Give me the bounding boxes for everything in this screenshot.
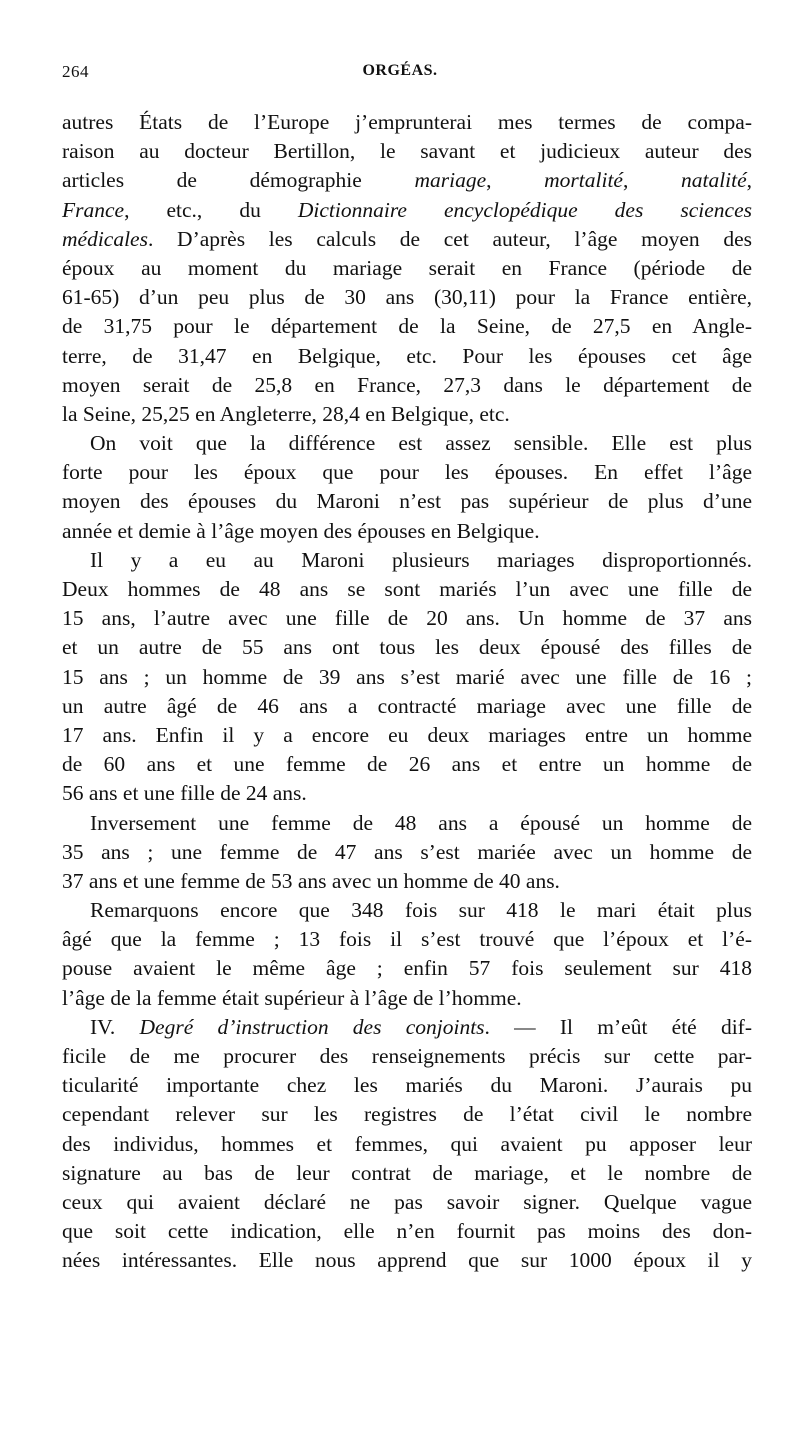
text-line: Remarquons encore que 348 fois sur 418 le mari était plus — [90, 898, 752, 923]
text-line: 17 ans. Enfin il y a encore eu deux mariages entre un homme — [62, 722, 752, 747]
text-line: Inversement une femme de 48 ans a épousé un homme de — [90, 810, 752, 835]
text-line: articles de démographie mariage, mortalité, natalité, — [62, 168, 753, 193]
text-line: moyen des épouses du Maroni n’est pas supérieur de plus d’une — [62, 489, 752, 514]
text-line: ceux qui avaient déclaré ne pas savoir signer. Quelque vague — [62, 1189, 752, 1214]
text-line: et un autre de 55 ans ont tous les deux épousé des filles de — [62, 635, 752, 660]
text-line: IV. Degré d’instruction des conjoints. — Il m’eût été dif- — [90, 1014, 752, 1039]
text-line: France, etc., du Dictionnaire encyclopédique des sciences — [62, 197, 752, 222]
text-line: autres États de l’Europe j’emprunterai mes termes de compa- — [62, 110, 752, 134]
text-line: 35 ans ; une femme de 47 ans s’est mariée avec un homme de — [62, 839, 752, 864]
running-title: ORGÉAS. — [362, 62, 438, 79]
text-line: des individus, hommes et femmes, qui avaient pu apposer leur — [62, 1131, 752, 1156]
text-line: terre, de 31,47 en Belgique, etc. Pour les épouses cet âge — [62, 343, 752, 368]
text-line: 61-65) d’un peu plus de 30 ans (30,11) pour la France entière, — [62, 285, 752, 310]
text-line: 15 ans, l’autre avec une fille de 20 ans. Un homme de 37 ans — [62, 606, 752, 631]
text-line: moyen serait de 25,8 en France, 27,3 dans le département de — [62, 372, 752, 397]
page-number: 264 — [62, 62, 89, 81]
text-line: cependant relever sur les registres de l’état civil le nombre — [62, 1102, 752, 1127]
text-line: époux au moment du mariage serait en France (période de — [62, 255, 752, 280]
text-line: Il y a eu au Maroni plusieurs mariages disproportionnés. — [90, 547, 752, 572]
text-line: nées intéressantes. Elle nous apprend que sur 1000 époux il y — [62, 1248, 752, 1273]
text-line: la Seine, 25,25 en Angleterre, 28,4 en Belgique, etc. — [62, 401, 510, 426]
text-line: On voit que la différence est assez sensible. Elle est plus — [90, 431, 752, 456]
text-line: forte pour les époux que pour les épouses. En effet l’âge — [62, 460, 752, 485]
text-line: de 31,75 pour le département de la Seine, de 27,5 en Angle- — [62, 314, 752, 339]
page-header — [62, 62, 738, 86]
text-line: pouse avaient le même âge ; enfin 57 fois seulement sur 418 — [62, 956, 752, 981]
text-line: ficile de me procurer des renseignements précis sur cette par- — [62, 1044, 752, 1068]
text-line: année et demie à l’âge moyen des épouses en Belgique. — [62, 518, 540, 543]
body-text — [62, 108, 752, 1276]
text-line: un autre âgé de 46 ans a contracté mariage avec une fille de — [62, 693, 752, 718]
text-line: ticularité importante chez les mariés du Maroni. J’aurais pu — [62, 1073, 752, 1098]
text-line: médicales. D’après les calculs de cet auteur, l’âge moyen des — [62, 226, 752, 251]
text-line: 56 ans et une fille de 24 ans. — [62, 781, 307, 806]
text-line: âgé que la femme ; 13 fois il s’est trouvé que l’époux et l’é- — [62, 927, 752, 952]
text-line: de 60 ans et une femme de 26 ans et entre un homme de — [62, 752, 752, 777]
text-line: signature au bas de leur contrat de mariage, et le nombre de — [62, 1160, 752, 1185]
text-line: Deux hommes de 48 ans se sont mariés l’un avec une fille de — [62, 577, 752, 601]
text-line: que soit cette indication, elle n’en fournit pas moins des don- — [62, 1219, 752, 1244]
text-line: 37 ans et une femme de 53 ans avec un homme de 40 ans. — [62, 868, 560, 893]
text-line: l’âge de la femme était supérieur à l’âge de l’homme. — [62, 985, 522, 1010]
text-line: 15 ans ; un homme de 39 ans s’est marié avec une fille de 16 ; — [62, 664, 752, 689]
text-line: raison au docteur Bertillon, le savant et judicieux auteur des — [62, 139, 752, 164]
